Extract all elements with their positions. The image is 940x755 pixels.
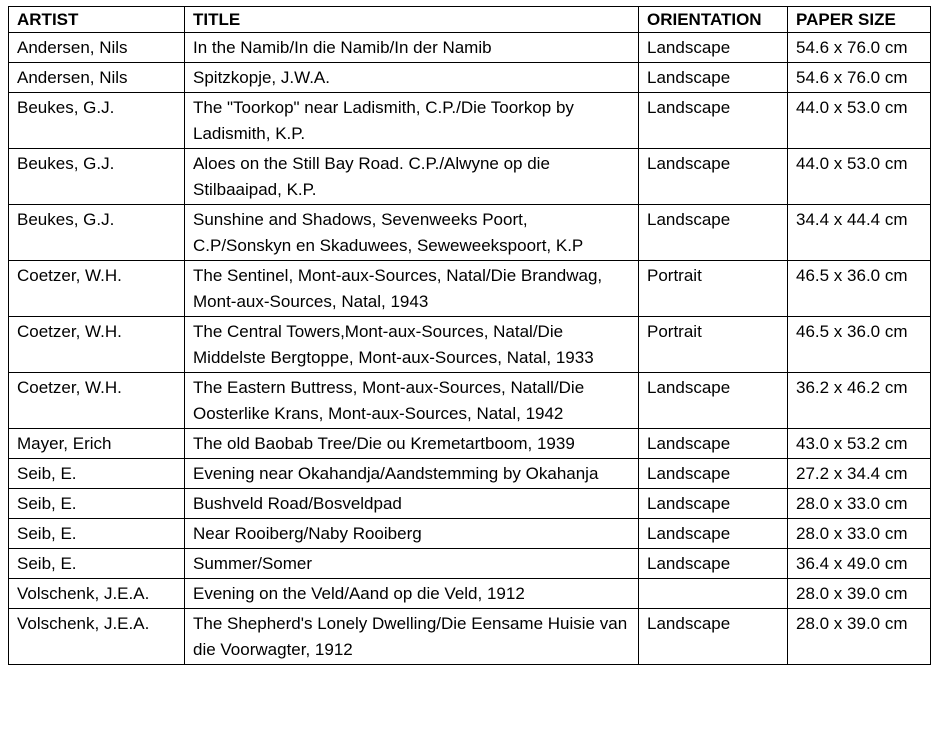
- cell-orientation: [639, 579, 788, 609]
- artwork-table: [8, 6, 931, 665]
- table-row: [9, 93, 931, 149]
- cell-artist: Seib, E.: [9, 549, 185, 579]
- cell-paper-size: 44.0 x 53.0 cm: [788, 93, 931, 149]
- cell-artist: Andersen, Nils: [9, 33, 185, 63]
- cell-paper-size: 54.6 x 76.0 cm: [788, 63, 931, 93]
- cell-orientation: Landscape: [639, 429, 788, 459]
- cell-orientation: Portrait: [639, 317, 788, 373]
- cell-title: The Sentinel, Mont-aux-Sources, Natal/Die Brandwag, Mont-aux-Sources, Natal, 1943: [185, 261, 639, 317]
- table-row: [9, 579, 931, 609]
- cell-artist: Volschenk, J.E.A.: [9, 609, 185, 665]
- cell-title: Sunshine and Shadows, Sevenweeks Poort, C.P/Sonskyn en Skaduwees, Seweweekspoort, K.P: [185, 205, 639, 261]
- cell-orientation: Landscape: [639, 489, 788, 519]
- table-row: [9, 549, 931, 579]
- cell-title: Evening near Okahandja/Aandstemming by Okahanja: [185, 459, 639, 489]
- cell-artist: Seib, E.: [9, 459, 185, 489]
- header-title: TITLE: [185, 7, 639, 33]
- cell-orientation: Landscape: [639, 149, 788, 205]
- cell-paper-size: 36.4 x 49.0 cm: [788, 549, 931, 579]
- table-row: [9, 33, 931, 63]
- table-row: [9, 429, 931, 459]
- table-row: [9, 205, 931, 261]
- cell-title: Summer/Somer: [185, 549, 639, 579]
- cell-title: The old Baobab Tree/Die ou Kremetartboom, 1939: [185, 429, 639, 459]
- table-row: [9, 149, 931, 205]
- cell-artist: Beukes, G.J.: [9, 93, 185, 149]
- cell-artist: Volschenk, J.E.A.: [9, 579, 185, 609]
- table-row: [9, 63, 931, 93]
- cell-artist: Beukes, G.J.: [9, 205, 185, 261]
- cell-title: The "Toorkop" near Ladismith, C.P./Die Toorkop by Ladismith, K.P.: [185, 93, 639, 149]
- cell-artist: Seib, E.: [9, 519, 185, 549]
- cell-artist: Seib, E.: [9, 489, 185, 519]
- cell-title: The Central Towers,Mont-aux-Sources, Natal/Die Middelste Bergtoppe, Mont-aux-Sources, Natal, 1933: [185, 317, 639, 373]
- cell-artist: Beukes, G.J.: [9, 149, 185, 205]
- cell-title: In the Namib/In die Namib/In der Namib: [185, 33, 639, 63]
- cell-paper-size: 28.0 x 39.0 cm: [788, 579, 931, 609]
- cell-artist: Coetzer, W.H.: [9, 261, 185, 317]
- cell-orientation: Landscape: [639, 373, 788, 429]
- cell-artist: Coetzer, W.H.: [9, 317, 185, 373]
- cell-paper-size: 28.0 x 33.0 cm: [788, 519, 931, 549]
- cell-paper-size: 28.0 x 39.0 cm: [788, 609, 931, 665]
- cell-paper-size: 46.5 x 36.0 cm: [788, 317, 931, 373]
- cell-orientation: Landscape: [639, 93, 788, 149]
- cell-title: Near Rooiberg/Naby Rooiberg: [185, 519, 639, 549]
- table-row: [9, 489, 931, 519]
- table-row: [9, 519, 931, 549]
- header-orientation: ORIENTATION: [639, 7, 788, 33]
- header-row: [9, 7, 931, 33]
- cell-paper-size: 43.0 x 53.2 cm: [788, 429, 931, 459]
- cell-title: The Eastern Buttress, Mont-aux-Sources, Natall/Die Oosterlike Krans, Mont-aux-Sources, Natal, 1942: [185, 373, 639, 429]
- cell-orientation: Landscape: [639, 609, 788, 665]
- cell-artist: Mayer, Erich: [9, 429, 185, 459]
- cell-orientation: Landscape: [639, 33, 788, 63]
- table-header: [9, 7, 931, 33]
- cell-paper-size: 54.6 x 76.0 cm: [788, 33, 931, 63]
- table-row: [9, 459, 931, 489]
- document-page: [8, 6, 931, 665]
- cell-orientation: Landscape: [639, 519, 788, 549]
- table-body: [9, 33, 931, 665]
- table-row: [9, 373, 931, 429]
- cell-paper-size: 46.5 x 36.0 cm: [788, 261, 931, 317]
- cell-orientation: Landscape: [639, 549, 788, 579]
- cell-title: Aloes on the Still Bay Road. C.P./Alwyne op die Stilbaaipad, K.P.: [185, 149, 639, 205]
- table-row: [9, 609, 931, 665]
- cell-title: Bushveld Road/Bosveldpad: [185, 489, 639, 519]
- cell-orientation: Landscape: [639, 63, 788, 93]
- table-row: [9, 261, 931, 317]
- cell-orientation: Landscape: [639, 205, 788, 261]
- cell-artist: Andersen, Nils: [9, 63, 185, 93]
- cell-paper-size: 28.0 x 33.0 cm: [788, 489, 931, 519]
- header-paper-size: PAPER SIZE: [788, 7, 931, 33]
- cell-title: The Shepherd's Lonely Dwelling/Die Eensame Huisie van die Voorwagter, 1912: [185, 609, 639, 665]
- cell-title: Spitzkopje, J.W.A.: [185, 63, 639, 93]
- header-artist: ARTIST: [9, 7, 185, 33]
- cell-orientation: Landscape: [639, 459, 788, 489]
- cell-artist: Coetzer, W.H.: [9, 373, 185, 429]
- table-row: [9, 317, 931, 373]
- cell-paper-size: 44.0 x 53.0 cm: [788, 149, 931, 205]
- cell-paper-size: 34.4 x 44.4 cm: [788, 205, 931, 261]
- cell-orientation: Portrait: [639, 261, 788, 317]
- cell-title: Evening on the Veld/Aand op die Veld, 1912: [185, 579, 639, 609]
- cell-paper-size: 27.2 x 34.4 cm: [788, 459, 931, 489]
- cell-paper-size: 36.2 x 46.2 cm: [788, 373, 931, 429]
